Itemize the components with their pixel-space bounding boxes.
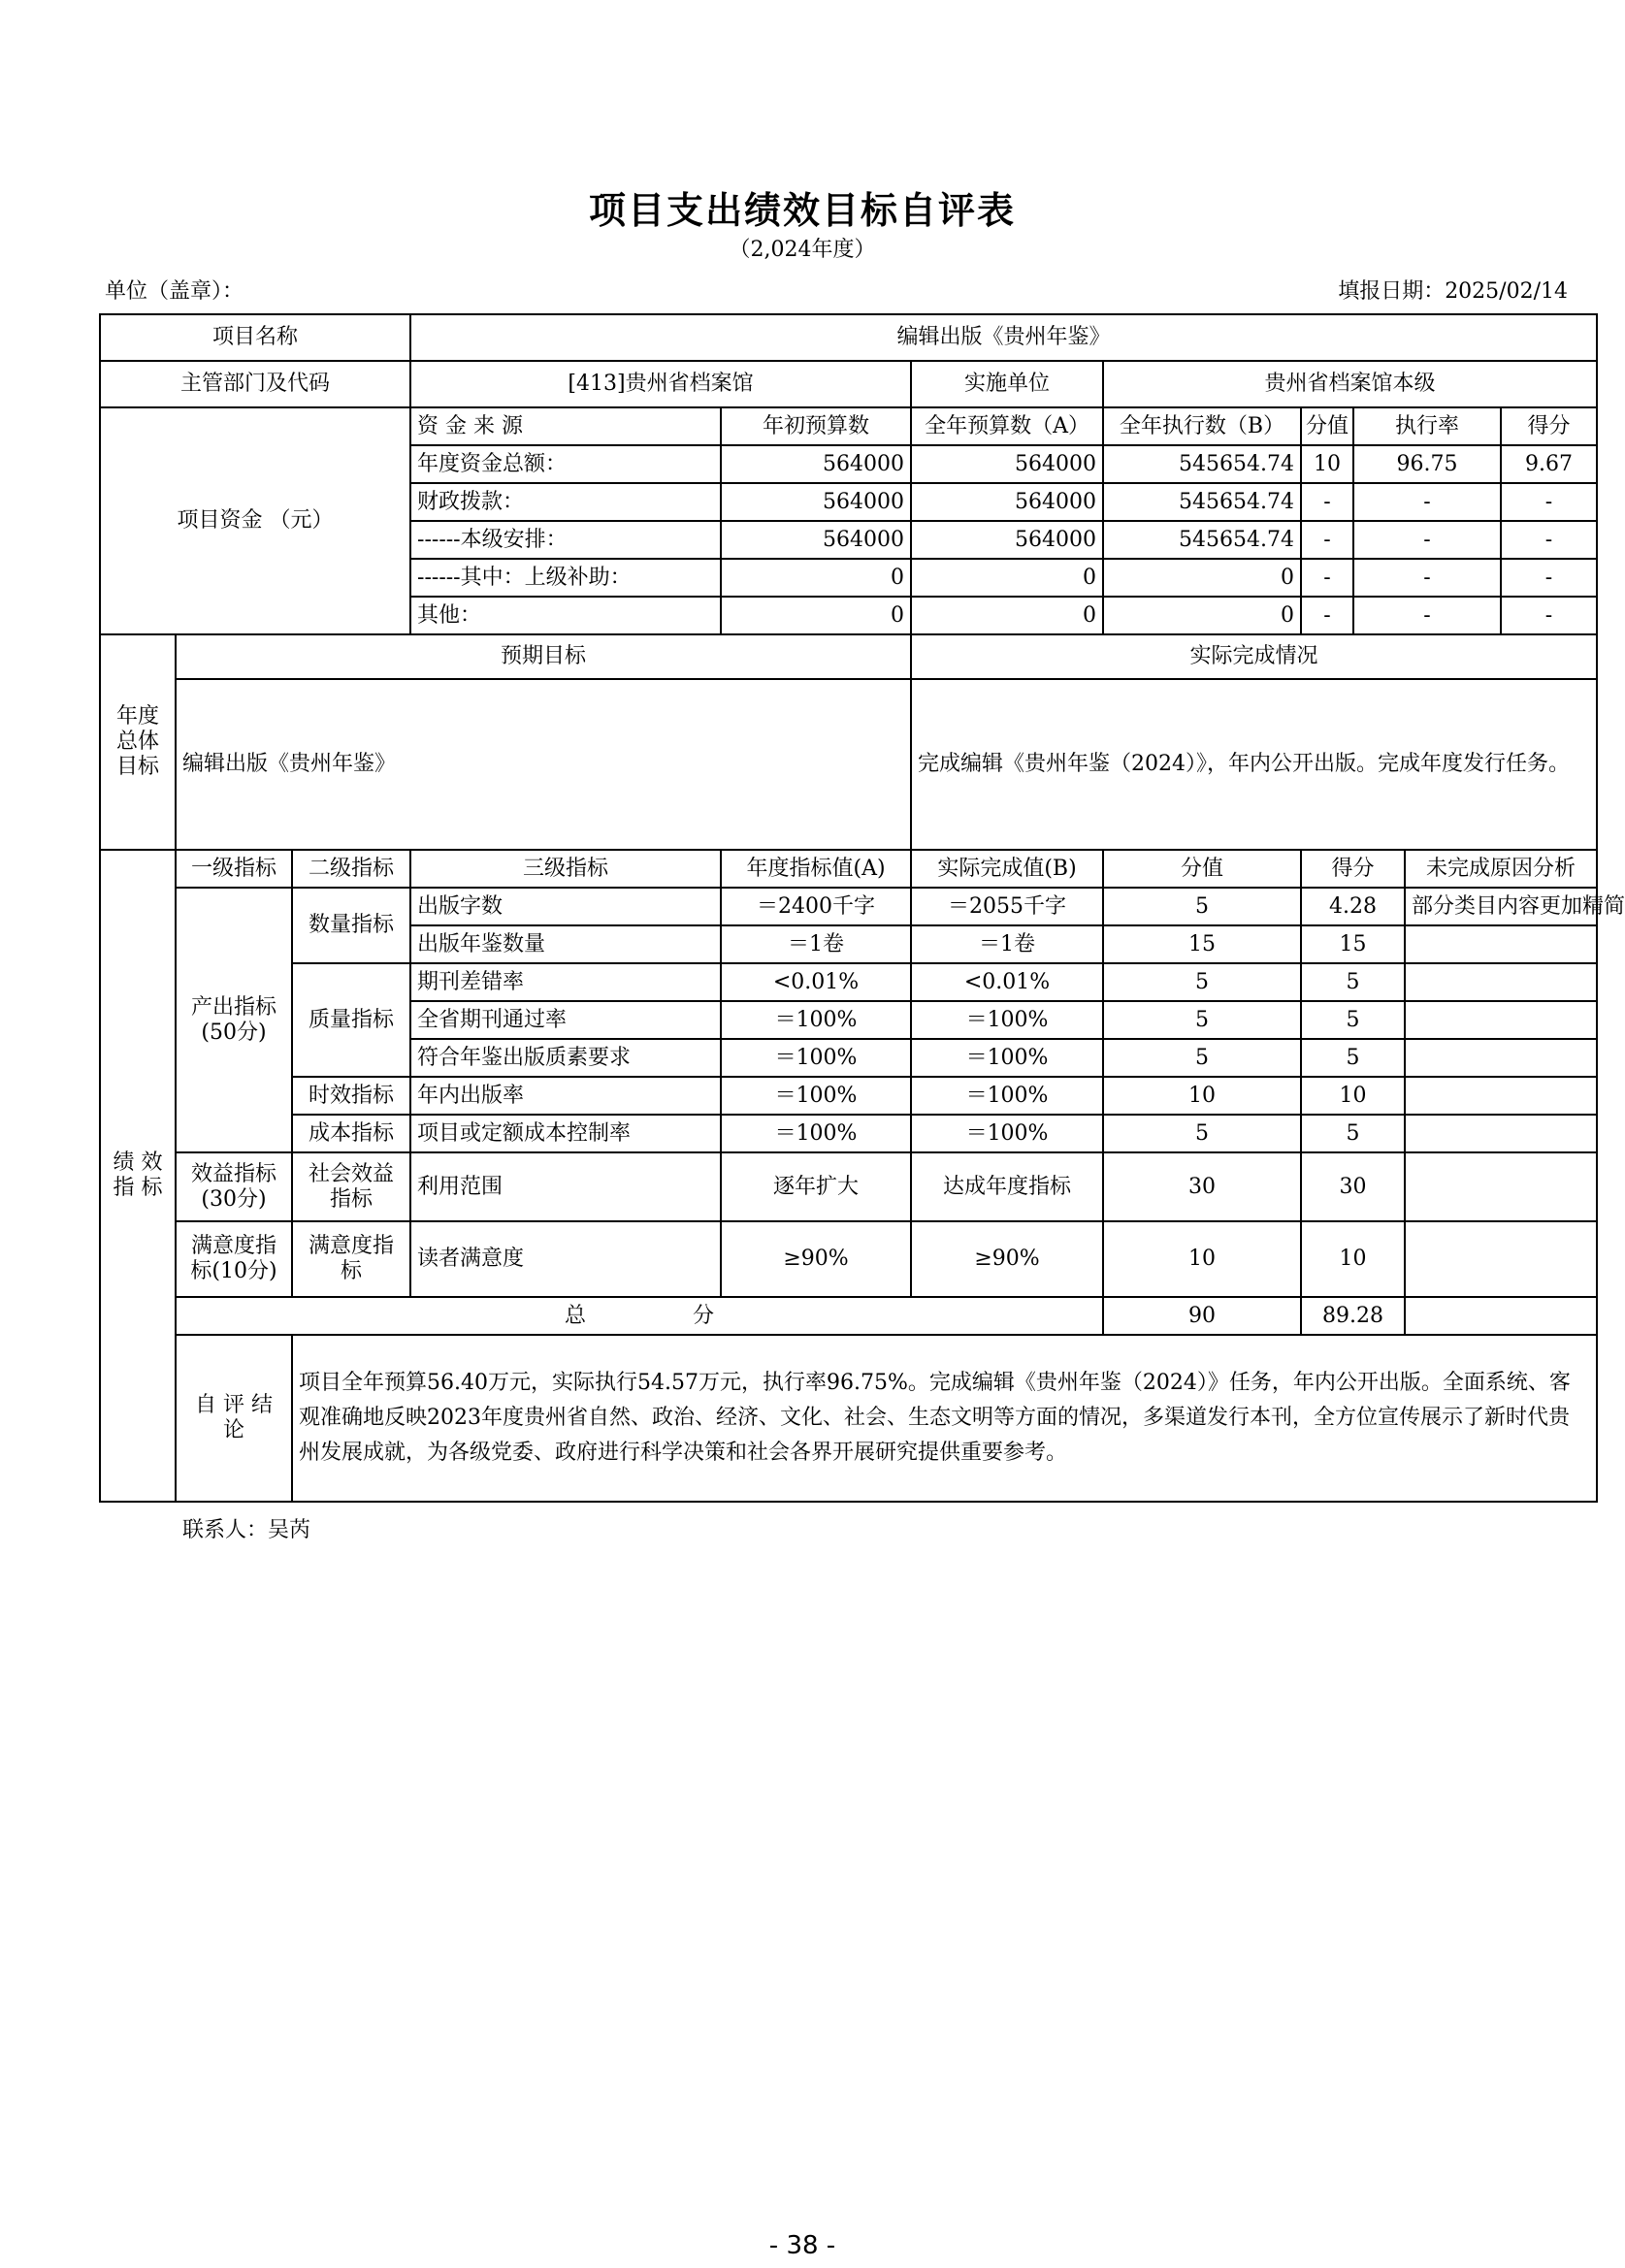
indicator-reason [1405,1221,1597,1297]
funds-header-cell: 分值 [1301,407,1353,445]
indicator-target: ＝2400千字 [721,888,911,925]
indicator-target: ≥90% [721,1221,911,1297]
perf-header-cell: 年度指标值(A) [721,850,911,888]
quantity-indicator-label: 数量指标 [292,888,410,963]
indicator-got: 5 [1301,1115,1405,1152]
perf-header-cell: 得分 [1301,850,1405,888]
quality-indicator-label: 质量指标 [292,963,410,1077]
funds-cell: - [1301,559,1353,597]
output-indicator-label: 产出指标 (50分) [176,888,292,1152]
funds-cell: 564000 [911,483,1103,521]
funds-cell: ------其中：上级补助： [410,559,721,597]
impl-value: 贵州省档案馆本级 [1103,361,1597,407]
indicator-row [100,1115,1597,1152]
indicator-name: 读者满意度 [410,1221,721,1297]
funds-cell: - [1501,597,1597,634]
funds-cell: 其他： [410,597,721,634]
indicator-actual: ＝100% [911,1077,1103,1115]
conclusion-label: 自 评 结 论 [176,1335,292,1502]
total-score: 90 [1103,1297,1301,1335]
indicator-reason [1405,1115,1597,1152]
indicator-score: 10 [1103,1077,1301,1115]
indicator-actual: <0.01% [911,963,1103,1001]
indicator-got: 5 [1301,1001,1405,1039]
satisfaction-indicator-label: 满意度指 标(10分) [176,1221,292,1297]
page-number: - 38 - [768,2231,836,2260]
funds-cell: 96.75 [1353,445,1501,483]
indicator-actual: ＝100% [911,1001,1103,1039]
indicator-name: 期刊差错率 [410,963,721,1001]
expected-goal-header: 预期目标 [176,634,911,679]
indicator-name: 年内出版率 [410,1077,721,1115]
funds-cell: 545654.74 [1103,445,1301,483]
fill-date: 填报日期：2025/02/14 [1338,279,1568,304]
total-got: 89.28 [1301,1297,1405,1335]
funds-cell: 0 [1103,597,1301,634]
indicator-actual: ＝100% [911,1039,1103,1077]
funds-cell: - [1301,483,1353,521]
total-reason-empty [1405,1297,1597,1335]
page-subtitle: （2,024年度） [729,238,876,262]
indicator-got: 10 [1301,1221,1405,1297]
indicator-score: 5 [1103,1001,1301,1039]
indicator-got: 5 [1301,1039,1405,1077]
indicator-actual: ＝100% [911,1115,1103,1152]
funds-header-cell: 年初预算数 [721,407,911,445]
conclusion-text: 项目全年预算56.40万元，实际执行54.57万元，执行率96.75%。完成编辑《贵州年鉴（2024）》任务，年内公开出版。全面系统、客观准确地反映2023年度贵州省自然、政治、经济、文化、社会、生态文明等方面的情况，多渠道发行本刊，全方位宣传展示了新时代贵州发展成就，为各级党委、政府进行科学决策和社会各界开展研究提供重要参考。 [292,1335,1597,1502]
expected-goal-text: 编辑出版《贵州年鉴》 [176,679,911,850]
indicator-reason: 部分类目内容更加精简 [1405,888,1597,925]
timeliness-indicator-label: 时效指标 [292,1077,410,1115]
perf-header-cell: 二级指标 [292,850,410,888]
indicator-got: 10 [1301,1077,1405,1115]
funds-cell: - [1353,597,1501,634]
project-name-label: 项目名称 [100,314,410,361]
perf-header-cell: 三级指标 [410,850,721,888]
indicator-name: 出版年鉴数量 [410,925,721,963]
indicator-target: ＝100% [721,1001,911,1039]
self-evaluation-table [99,313,1625,1503]
indicator-row [100,1152,1597,1221]
impl-label: 实施单位 [911,361,1103,407]
benefit-indicator-label: 效益指标 (30分) [176,1152,292,1221]
funds-cell: - [1353,483,1501,521]
indicator-name: 出版字数 [410,888,721,925]
funds-cell: 564000 [721,445,911,483]
project-name-value: 编辑出版《贵州年鉴》 [410,314,1597,361]
indicator-target: 逐年扩大 [721,1152,911,1221]
indicator-actual: ＝1卷 [911,925,1103,963]
funds-cell: 545654.74 [1103,521,1301,559]
social-benefit-label: 社会效益 指标 [292,1152,410,1221]
indicator-name: 全省期刊通过率 [410,1001,721,1039]
indicator-actual: 达成年度指标 [911,1152,1103,1221]
funds-cell: - [1353,559,1501,597]
indicator-score: 10 [1103,1221,1301,1297]
indicator-score: 5 [1103,1039,1301,1077]
indicator-target: <0.01% [721,963,911,1001]
perf-header-cell: 分值 [1103,850,1301,888]
indicator-actual: ＝2055千字 [911,888,1103,925]
indicator-row [100,1077,1597,1115]
indicator-got: 30 [1301,1152,1405,1221]
performance-label: 绩 效 指 标 [100,850,176,1502]
annual-goal-label: 年度 总体 目标 [100,634,176,850]
funds-cell: - [1301,521,1353,559]
indicator-row [100,1221,1597,1297]
indicator-target: ＝100% [721,1115,911,1152]
funds-header-cell: 全年预算数（A） [911,407,1103,445]
funds-cell: 564000 [911,521,1103,559]
funds-cell: 0 [721,559,911,597]
indicator-reason [1405,963,1597,1001]
perf-header-cell: 未完成原因分析 [1405,850,1597,888]
funds-cell: 0 [1103,559,1301,597]
indicator-got: 4.28 [1301,888,1405,925]
funds-cell: 564000 [721,521,911,559]
funds-cell: - [1501,483,1597,521]
indicator-score: 5 [1103,1115,1301,1152]
page-title: 项目支出绩效目标自评表 [588,189,1016,232]
indicator-target: ＝1卷 [721,925,911,963]
total-label: 总 分 [176,1297,1103,1335]
indicator-reason [1405,925,1597,963]
indicator-name: 符合年鉴出版质素要求 [410,1039,721,1077]
funds-header-cell: 全年执行数（B） [1103,407,1301,445]
funds-cell: 10 [1301,445,1353,483]
satisfaction-sub-label: 满意度指 标 [292,1221,410,1297]
indicator-target: ＝100% [721,1077,911,1115]
actual-completion-text: 完成编辑《贵州年鉴（2024）》，年内公开出版。完成年度发行任务。 [911,679,1597,850]
indicator-score: 5 [1103,963,1301,1001]
funds-cell: 0 [721,597,911,634]
funds-cell: ------本级安排： [410,521,721,559]
cost-indicator-label: 成本指标 [292,1115,410,1152]
funds-cell: 财政拨款： [410,483,721,521]
funds-cell: - [1301,597,1353,634]
unit-label: 单位（盖章）： [105,279,244,304]
funds-cell: - [1501,521,1597,559]
funds-cell: 年度资金总额： [410,445,721,483]
indicator-row [100,888,1597,925]
funds-cell: 564000 [721,483,911,521]
indicator-reason [1405,1039,1597,1077]
perf-header-cell: 实际完成值(B) [911,850,1103,888]
indicator-got: 5 [1301,963,1405,1001]
indicator-row [100,963,1597,1001]
funds-cell: - [1353,521,1501,559]
total-row [100,1297,1597,1335]
funds-header-cell: 得分 [1501,407,1597,445]
funds-cell: 564000 [911,445,1103,483]
funds-header-cell: 资 金 来 源 [410,407,721,445]
indicator-score: 15 [1103,925,1301,963]
funds-cell: - [1501,559,1597,597]
indicator-actual: ≥90% [911,1221,1103,1297]
funds-cell: 0 [911,559,1103,597]
indicator-score: 5 [1103,888,1301,925]
funds-cell: 9.67 [1501,445,1597,483]
indicator-target: ＝100% [721,1039,911,1077]
funds-header-cell: 执行率 [1353,407,1501,445]
contact-person: 联系人：吴芮 [182,1518,311,1542]
perf-header-cell: 一级指标 [176,850,292,888]
dept-label: 主管部门及代码 [100,361,410,407]
funds-label: 项目资金 （元） [100,407,410,634]
actual-completion-header: 实际完成情况 [911,634,1597,679]
indicator-name: 项目或定额成本控制率 [410,1115,721,1152]
indicator-reason [1405,1001,1597,1039]
dept-value: [413]贵州省档案馆 [410,361,911,407]
indicator-got: 15 [1301,925,1405,963]
funds-cell: 545654.74 [1103,483,1301,521]
indicator-score: 30 [1103,1152,1301,1221]
funds-cell: 0 [911,597,1103,634]
indicator-name: 利用范围 [410,1152,721,1221]
indicator-reason [1405,1152,1597,1221]
indicator-reason [1405,1077,1597,1115]
